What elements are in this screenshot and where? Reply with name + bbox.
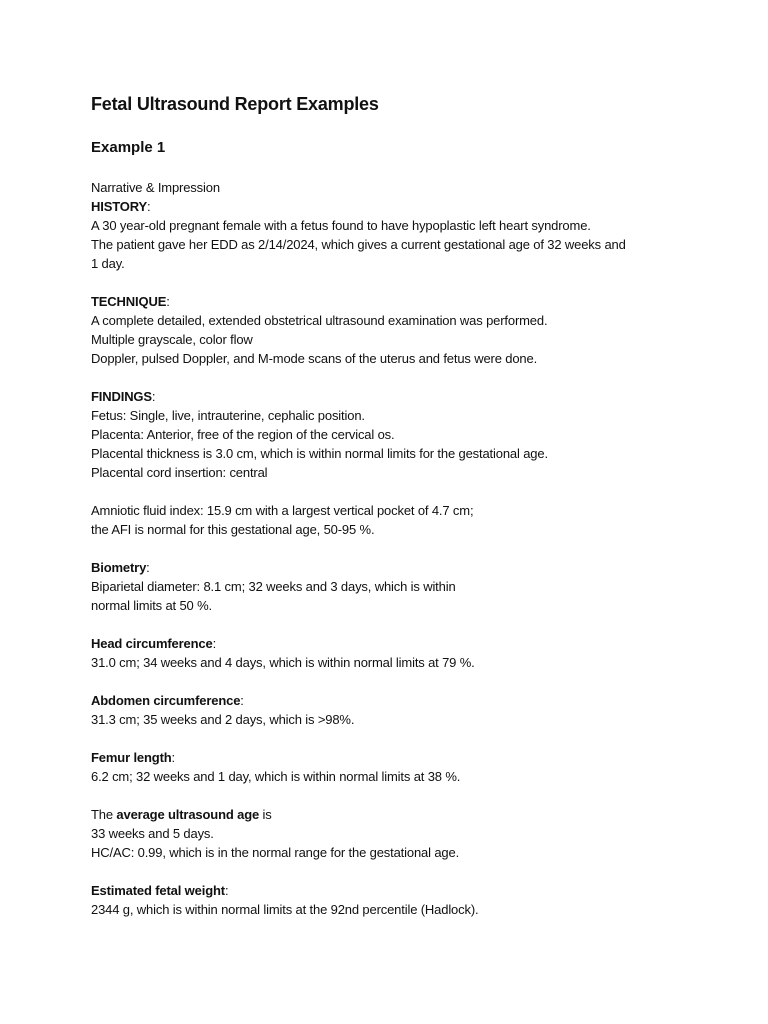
biometry-colon: : [146, 560, 150, 575]
average-age-suffix: is [259, 807, 272, 822]
technique-line-2: Multiple grayscale, color flow [91, 332, 253, 347]
abdomen-circumference-colon: : [240, 693, 244, 708]
technique-label: TECHNIQUE [91, 294, 167, 309]
femur-length-colon: : [171, 750, 176, 765]
femur-length-heading [91, 748, 711, 767]
average-age-label: average ultrasound age [116, 807, 260, 822]
fetal-weight-label: Estimated fetal weight [91, 883, 225, 898]
narrative-label: Narrative & Impression [91, 180, 220, 195]
fetal-weight-heading [91, 881, 711, 900]
biometry-line-2: normal limits at 50 %. [91, 598, 212, 613]
femur-length-value: 6.2 cm; 32 weeks and 1 day, which is within normal limits at 38 %. [91, 769, 461, 784]
spacer [91, 482, 711, 501]
amniotic-line-1: Amniotic fluid index: 15.9 cm with a largest vertical pocket of 4.7 cm; [91, 503, 474, 518]
findings-line-4: Placental cord insertion: central [91, 465, 268, 480]
technique-line-1: A complete detailed, extended obstetrical ultrasound examination was performed. [91, 313, 548, 328]
findings-line-2: Placenta: Anterior, free of the region of the cervical os. [91, 427, 395, 442]
spacer [91, 368, 711, 387]
technique-colon: : [166, 294, 170, 309]
history-line-3: 1 day. [91, 256, 125, 271]
average-age-value: 33 weeks and 5 days. [91, 826, 214, 841]
spacer [91, 539, 711, 558]
report-body [91, 178, 711, 919]
spacer [91, 729, 711, 748]
fetal-weight-value: 2344 g, which is within normal limits at the 92nd percentile (Hadlock). [91, 902, 479, 917]
technique-line-3: Doppler, pulsed Doppler, and M-mode scans of the uterus and fetus were done. [91, 351, 538, 366]
average-age-heading [91, 805, 711, 824]
biometry-label: Biometry [91, 560, 147, 575]
history-colon: : [147, 199, 151, 214]
abdomen-circumference-value: 31.3 cm; 35 weeks and 2 days, which is >98%. [91, 712, 355, 727]
head-circumference-value: 31.0 cm; 34 weeks and 4 days, which is within normal limits at 79 %. [91, 655, 475, 670]
findings-line-1: Fetus: Single, live, intrauterine, cephalic position. [91, 408, 365, 423]
technique-heading [91, 292, 711, 311]
spacer [91, 273, 711, 292]
head-circumference-label: Head circumference [91, 636, 213, 651]
average-age-prefix: The [91, 807, 117, 822]
history-line-1: A 30 year-old pregnant female with a fetus found to have hypoplastic left heart syndrome. [91, 218, 591, 233]
history-label: HISTORY [91, 199, 148, 214]
biometry-heading [91, 558, 711, 577]
hc-ac-ratio: HC/AC: 0.99, which is in the normal range for the gestational age. [91, 845, 460, 860]
findings-colon: : [151, 389, 156, 404]
findings-label: FINDINGS [91, 389, 152, 404]
spacer [91, 672, 711, 691]
biometry-line-1: Biparietal diameter: 8.1 cm; 32 weeks and 3 days, which is within [91, 579, 456, 594]
abdomen-circumference-heading [91, 691, 711, 710]
spacer [91, 786, 711, 805]
head-circumference-colon: : [212, 636, 217, 651]
spacer [91, 862, 711, 881]
document-title: Fetal Ultrasound Report Examples [91, 94, 379, 114]
head-circumference-heading [91, 634, 711, 653]
findings-line-3: Placental thickness is 3.0 cm, which is within normal limits for the gestational age. [91, 446, 548, 461]
spacer [91, 615, 711, 634]
fetal-weight-colon: : [224, 883, 229, 898]
history-line-2: The patient gave her EDD as 2/14/2024, which gives a current gestational age of 32 weeks and [91, 237, 626, 252]
history-heading [91, 197, 711, 216]
abdomen-circumference-label: Abdomen circumference [91, 693, 241, 708]
findings-heading [91, 387, 711, 406]
example-heading: Example 1 [91, 139, 166, 156]
amniotic-line-2: the AFI is normal for this gestational age, 50-95 %. [91, 522, 375, 537]
femur-length-label: Femur length [91, 750, 172, 765]
